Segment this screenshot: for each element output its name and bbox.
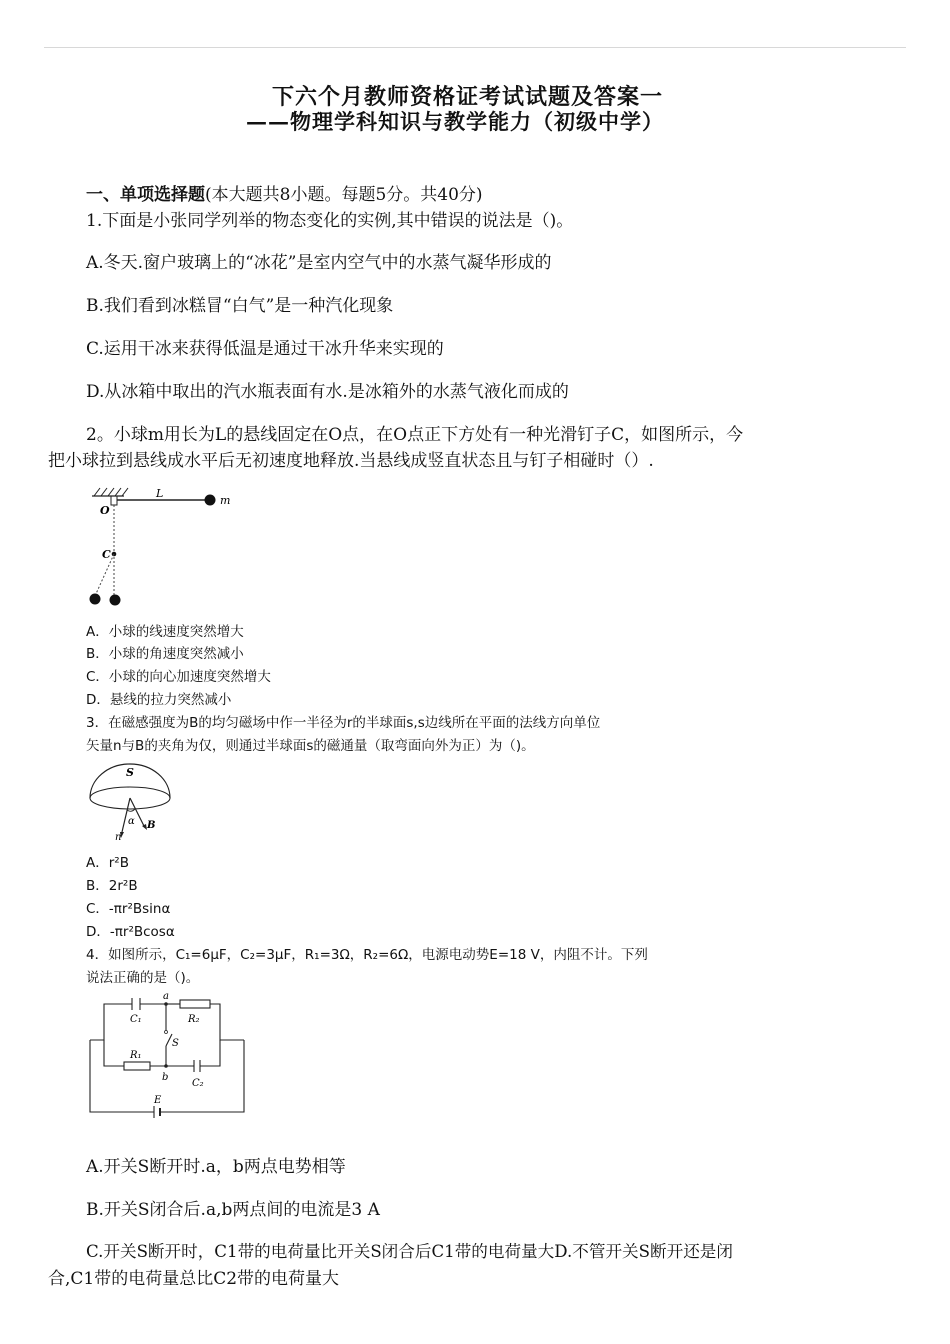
label-b: B [147, 820, 156, 831]
q2-option-c: C．小球的向心加速度突然增大 [86, 669, 271, 685]
pivot-block [111, 496, 117, 505]
label-e: E [154, 1095, 162, 1106]
battery-e [154, 1106, 160, 1118]
q1-option-d: D.从冰箱中取出的汽水瓶表面有水.是冰箱外的水蒸气液化而成的 [86, 382, 569, 402]
label-r2: R₂ [188, 1014, 200, 1025]
q2-stem-line-2: 把小球拉到悬线成水平后无初速度地释放.当悬线成竖直状态且与钉子相碰时（）. [48, 451, 654, 471]
ball-bottom [110, 595, 121, 606]
section-heading [86, 180, 483, 205]
circuit-figure [84, 990, 250, 1118]
q3-option-a: A．r²B [86, 855, 129, 871]
label-o: O [100, 504, 110, 517]
q2-option-b: B．小球的角速度突然减小 [86, 646, 244, 662]
title-line-1: 下六个月教师资格证考试试题及答案一 [272, 84, 664, 110]
q4-option-cd-line-2: 合,C1带的电荷量总比C2带的电荷量大 [48, 1269, 340, 1289]
q3-stem-line-2: 矢量n与B的夹角为仅，则通过半球面s的磁通量（取弯面向外为正）为（)。 [86, 738, 535, 754]
top-divider [44, 47, 906, 48]
ceiling-hatch [94, 488, 128, 496]
resistor-r2 [180, 1000, 210, 1008]
q3-option-d: D．-πr²Bcosα [86, 924, 175, 940]
label-s: S [172, 1038, 179, 1049]
capacitor-c2 [194, 1060, 200, 1072]
label-c: C [102, 548, 111, 561]
ball-swung [90, 594, 101, 605]
q1-option-c: C.运用干冰来获得低温是通过干冰升华来实现的 [86, 339, 444, 359]
label-l: L [156, 487, 164, 500]
label-alpha: α [128, 816, 135, 827]
section-heading-note: (本大题共8小题。每题5分。共40分) [205, 185, 483, 205]
q2-stem-line-1: 2。小球m用长为L的悬线固定在O点，在O点正下方处有一种光滑钉子C，如图所示，今 [86, 425, 744, 445]
q1-stem: 1.下面是小张同学列举的物态变化的实例,其中错误的说法是（)。 [86, 211, 574, 231]
label-b: b [162, 1072, 169, 1083]
q1-option-b: B.我们看到冰糕冒“白气”是一种汽化现象 [86, 296, 394, 316]
q3-option-b: B．2r²B [86, 878, 138, 894]
q2-option-a: A．小球的线速度突然增大 [86, 624, 244, 640]
q4-stem-line-2: 说法正确的是（)。 [86, 970, 200, 986]
junction-a [164, 1002, 168, 1006]
circuit-wires [90, 1004, 244, 1112]
label-c2: C₂ [192, 1078, 204, 1089]
label-m: m [220, 494, 231, 507]
section-heading-label: 一、单项选择题 [86, 185, 205, 205]
q4-stem-line-1: 4．如图所示，C₁=6μF，C₂=3μF，R₁=3Ω，R₂=6Ω，电源电动势E=18 V，内阻不计。下列 [86, 947, 648, 963]
switch-contact [165, 1031, 168, 1034]
capacitor-c1 [132, 998, 140, 1010]
q4-option-cd-line-1: C.开关S断开时，C1带的电荷量比开关S闭合后C1带的电荷量大D.不管开关S断开还是闭 [86, 1242, 733, 1261]
hemisphere-figure [84, 760, 184, 840]
label-n: n [115, 832, 122, 840]
label-s: S [126, 766, 134, 779]
q4-option-b: B.开关S闭合后.a,b两点间的电流是3 A [86, 1200, 380, 1220]
q1-option-a: A.冬天.窗户玻璃上的“冰花”是室内空气中的水蒸气凝华形成的 [86, 253, 552, 273]
junction-b [164, 1064, 168, 1068]
ball-horizontal [205, 495, 216, 506]
q2-option-d: D．悬线的拉力突然减小 [86, 692, 232, 708]
q4-option-a: A.开关S断开时.a，b两点电势相等 [86, 1157, 346, 1177]
title-line-2: ——物理学科知识与教学能力（初级中学） [246, 109, 664, 134]
label-c1: C₁ [130, 1014, 142, 1025]
q3-option-c: C．-πr²Bsinα [86, 901, 171, 917]
pendulum-figure [84, 484, 244, 612]
label-r1: R₁ [130, 1050, 142, 1061]
resistor-r1 [124, 1062, 150, 1070]
q3-stem-line-1: 3．在磁感强度为B的均匀磁场中作一半径为r的半球面s,s边线所在平面的法线方向单位 [86, 715, 601, 731]
label-a: a [163, 991, 169, 1002]
